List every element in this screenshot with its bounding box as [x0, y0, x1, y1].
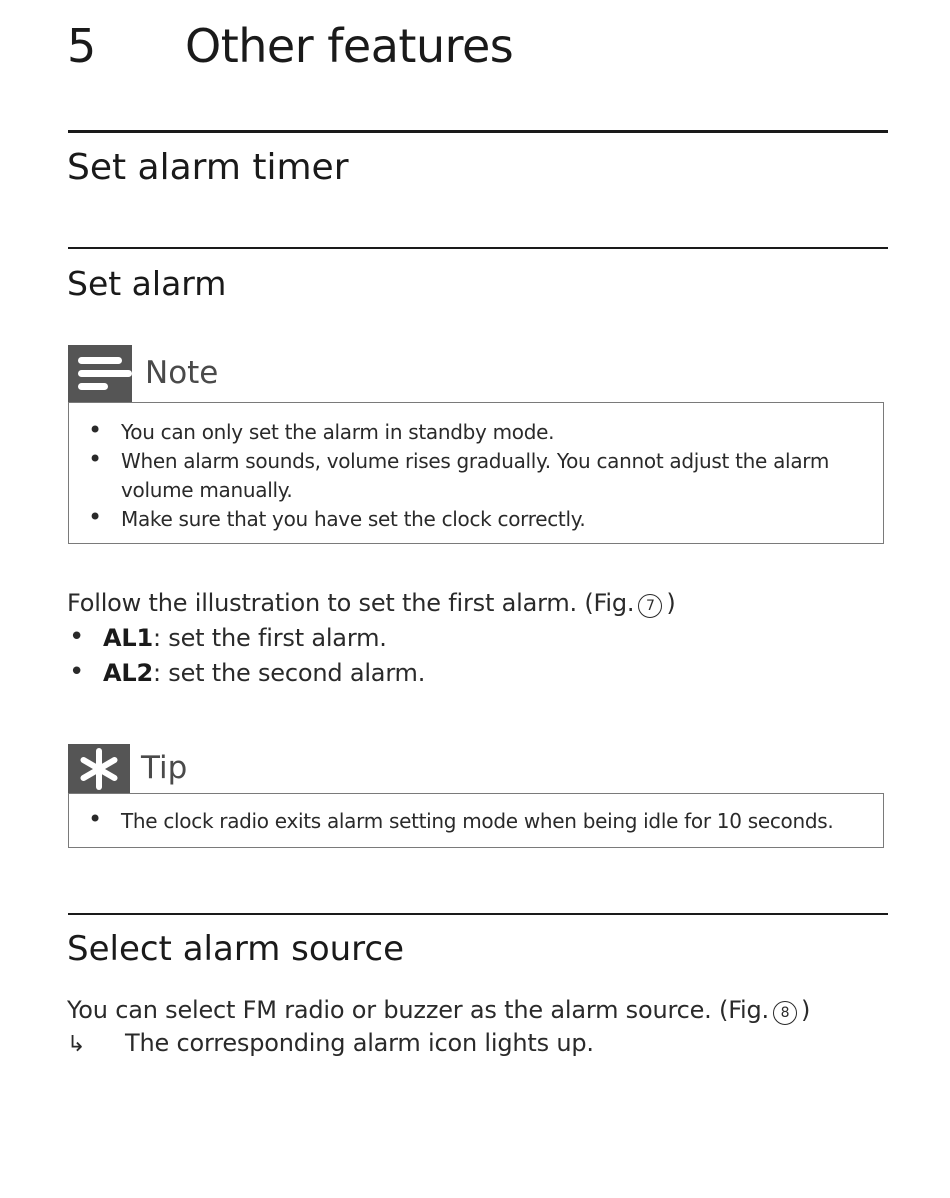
tip-item: • The clock radio exits alarm setting mode when being idle for 10 seconds.: [69, 807, 883, 836]
note-item: • You can only set the alarm in standby mode.: [69, 418, 883, 447]
subsection-title-set-alarm: Set alarm: [67, 264, 227, 303]
source-text-body: You can select FM radio or buzzer as the alarm source. (Fig.: [67, 996, 769, 1024]
subsection-divider: [68, 247, 888, 249]
figure-ref-8: 8: [773, 1001, 797, 1025]
asterisk-tip-icon: [68, 744, 130, 794]
chapter-heading: [67, 14, 513, 78]
figure-ref-7: 7: [638, 594, 662, 618]
tip-list: [69, 807, 883, 836]
source-text-close: ): [801, 996, 811, 1024]
note-lines-icon: [68, 345, 132, 403]
note-list: [69, 418, 883, 534]
subsection-divider: [68, 913, 888, 915]
alarm-key: AL2: [103, 659, 153, 687]
tip-box: [68, 793, 884, 848]
note-box: [68, 402, 884, 544]
subsection-title-select-source: Select alarm source: [67, 929, 405, 969]
note-item: • Make sure that you have set the clock correctly.: [69, 505, 883, 534]
source-text: [67, 993, 810, 1028]
alarm-intro-close: ): [666, 589, 676, 617]
result-line: [67, 1026, 594, 1062]
alarm-intro: [67, 586, 676, 621]
list-item: [67, 656, 425, 691]
note-item-continuation: volume manually.: [121, 478, 293, 502]
tip-label: Tip: [141, 750, 188, 786]
note-item: • When alarm sounds, volume rises gradually. You cannot adjust the alarm: [69, 447, 883, 476]
section-divider: [68, 130, 888, 133]
list-item: [67, 621, 425, 656]
alarm-bullets: [67, 621, 425, 691]
chapter-title: Other features: [185, 19, 514, 73]
alarm-desc: : set the second alarm.: [152, 659, 426, 687]
note-label: Note: [145, 355, 219, 391]
chapter-number: 5: [67, 19, 96, 73]
alarm-intro-text: Follow the illustration to set the first alarm. (Fig.: [67, 589, 635, 617]
result-arrow-icon: ↳: [67, 1032, 86, 1057]
result-text: The corresponding alarm icon lights up.: [125, 1029, 594, 1057]
alarm-key: AL1: [103, 624, 153, 652]
alarm-desc: : set the first alarm.: [152, 624, 387, 652]
section-title: Set alarm timer: [67, 147, 349, 188]
